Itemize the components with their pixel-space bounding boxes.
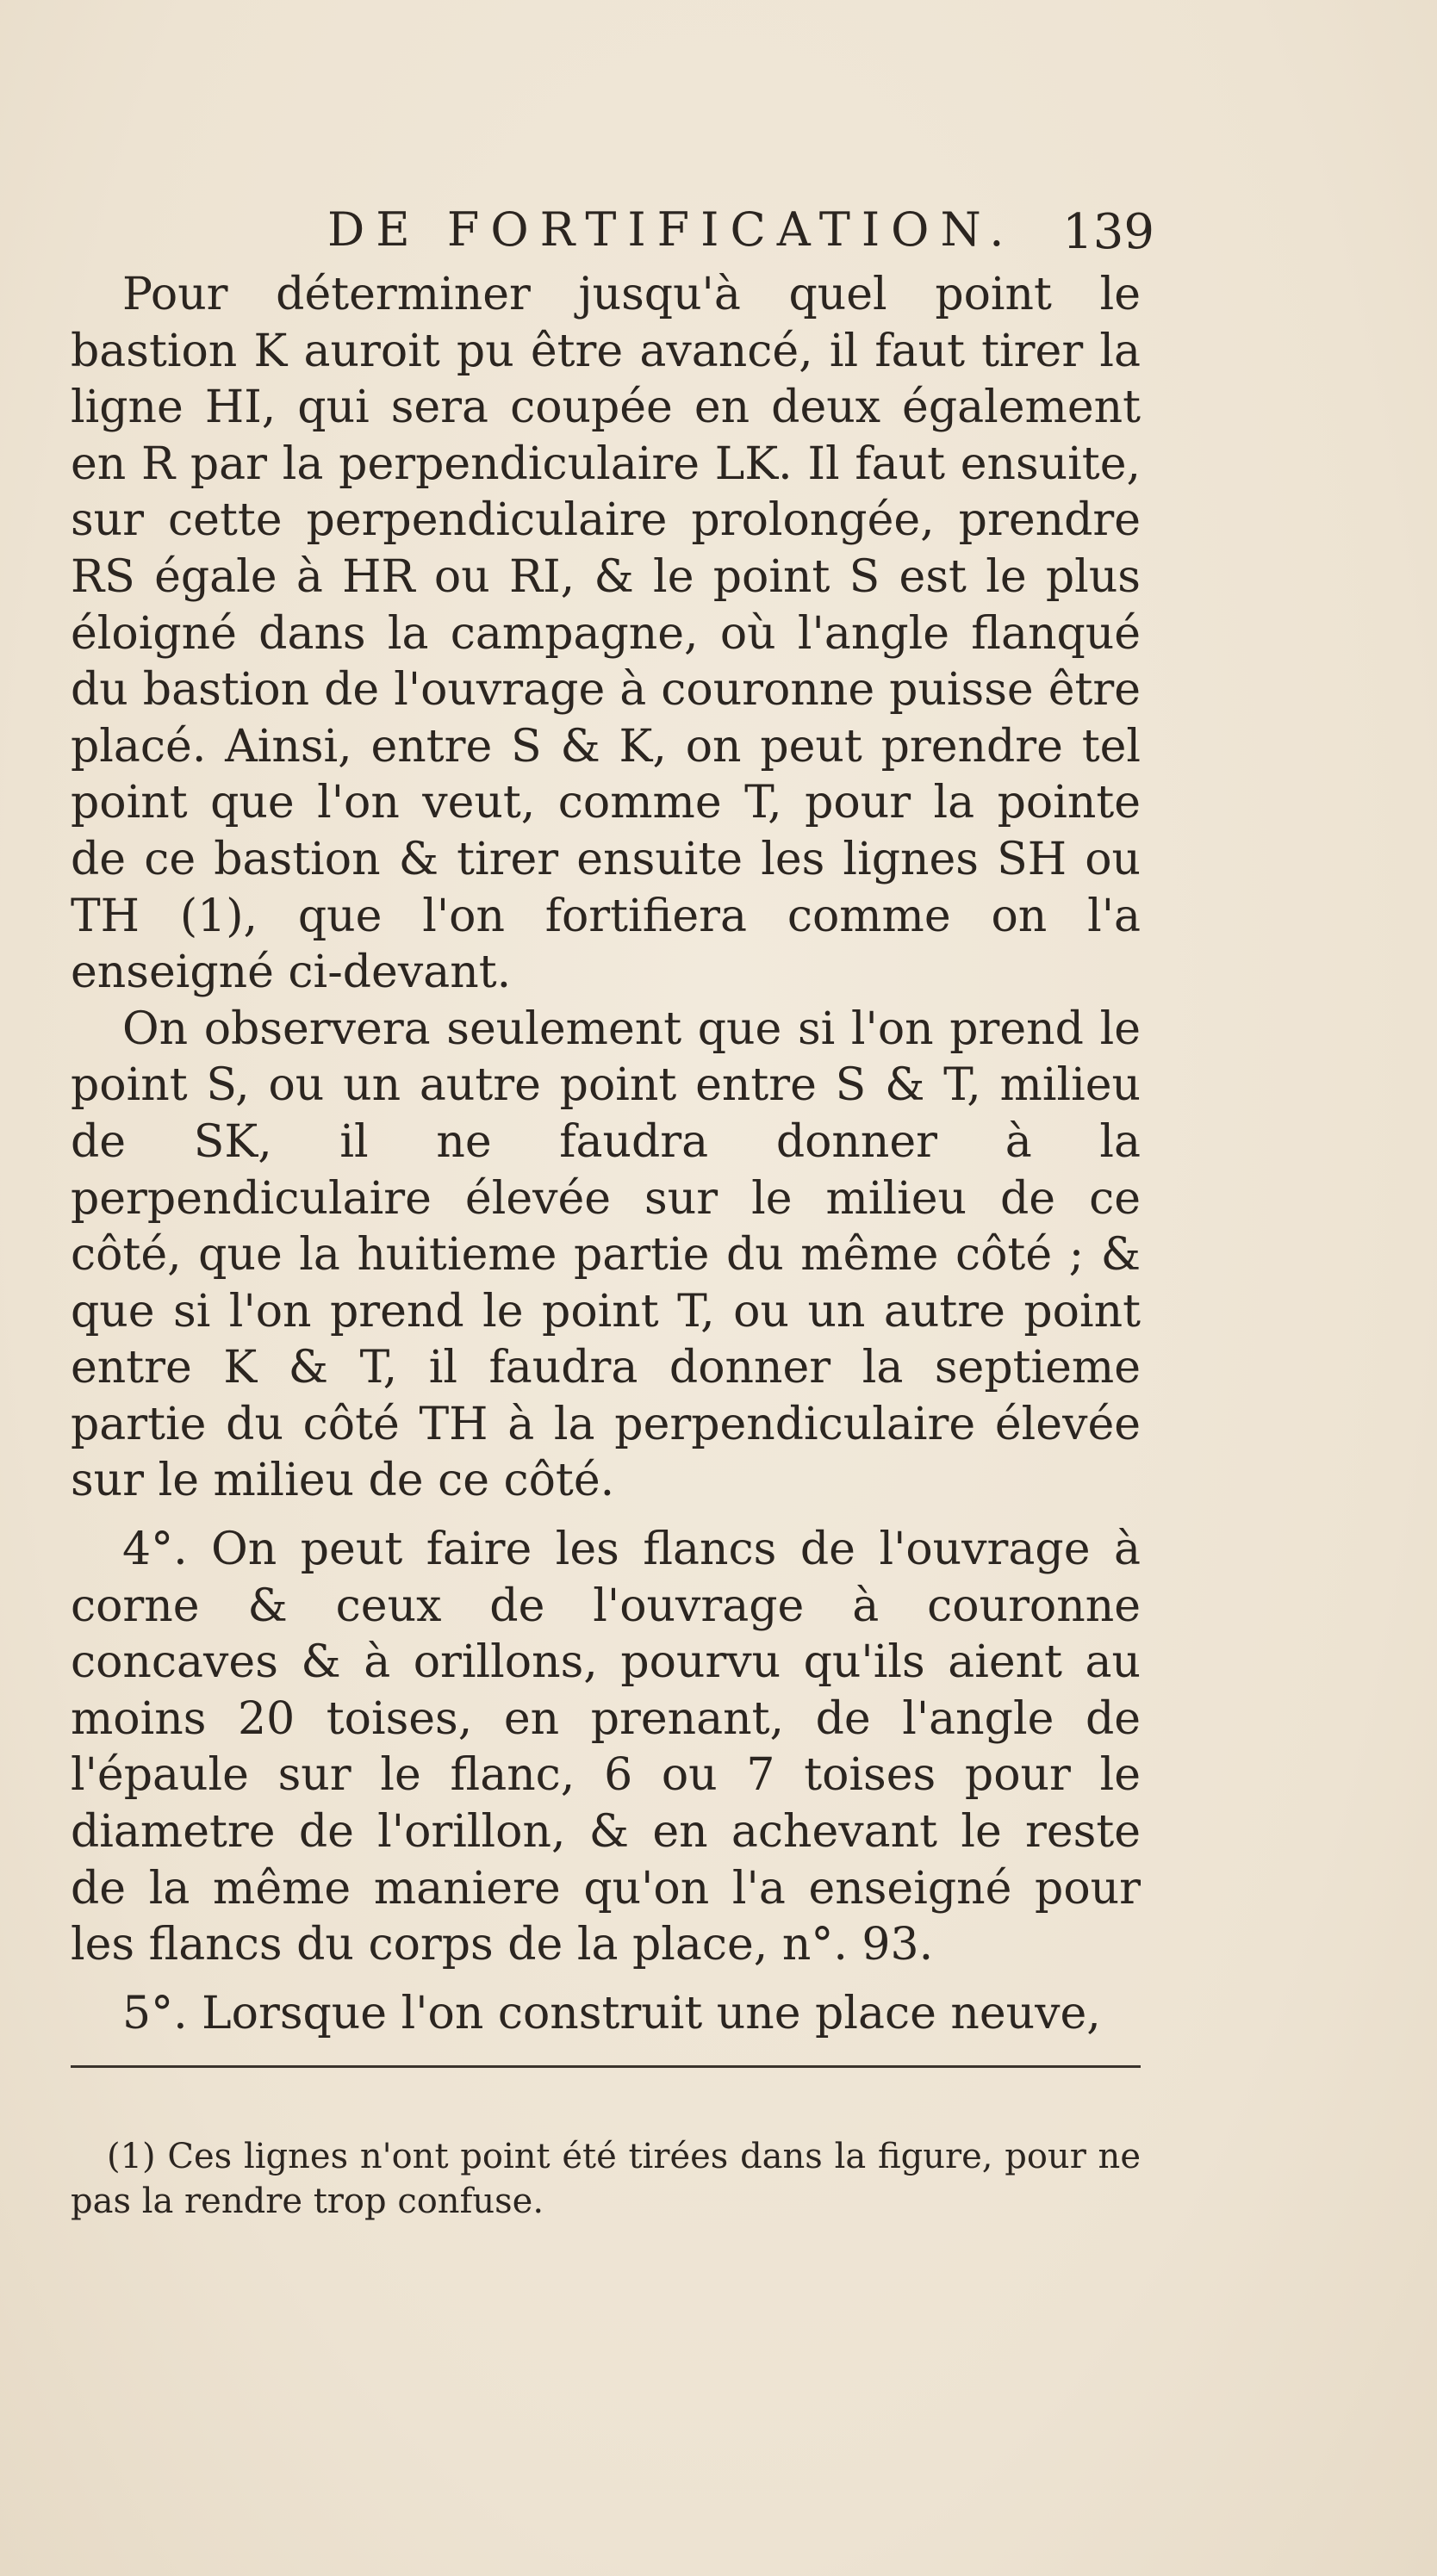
paragraph-1: Pour déterminer jusqu'à quel point le bastion K auroit pu être avancé, il faut tirer la ligne HI, qui sera coupée en deux également en R par la perpendiculaire LK. Il faut ensuite, sur cette perpendiculaire prolongée, prendre RS égale à HR ou RI, & le point S est le plus éloigné dans la campagne, où l'angle flanqué du bastion de l'ouvrage à couronne puisse être placé. Ainsi, entre S & K, on peut prendre tel point que l'on veut, comme T, pour la pointe de ce bastion & tirer ensuite les lignes SH ou TH (1), que l'on fortifiera comme on l'a enseigné ci-devant. [71,269,1141,999]
footnote-rule [71,2065,1141,2068]
paragraph-3: 4°. On peut faire les flancs de l'ouvrage à corne & ceux de l'ouvrage à couronne concaves & à orillons, pourvu qu'ils aient au moins 20 toises, en prenant, de l'angle de l'épaule sur le flanc, 6 ou 7 toises pour le diametre de l'orillon, & en achevant le reste de la même maniere qu'on l'a enseigné pour les flancs du corps de la place, n°. 93. [71,1524,1141,1971]
running-head: DE FORTIFICATION. [327,202,1016,257]
paragraph-4: 5°. Lorsque l'on construit une place neuve, [122,1987,1101,2039]
paragraph-2: On observera seulement que si l'on prend le point S, ou un autre point entre S & T, milieu de SK, il ne faudra donner à la perpendiculaire élevée sur le milieu de ce côté, que la huitieme partie du même côté ; & que si l'on prend le point T, ou un autre point entre K & T, il faudra donner la septieme partie du côté TH à la perpendiculaire élevée sur le milieu de ce côté. [71,1002,1141,1507]
page-header [327,202,1154,263]
body-text [71,267,1141,2042]
page-number: 139 [1062,204,1154,260]
footnote: (1) Ces lignes n'ont point été tirées dans la figure, pour ne pas la rendre trop confuse. [71,2137,1141,2221]
